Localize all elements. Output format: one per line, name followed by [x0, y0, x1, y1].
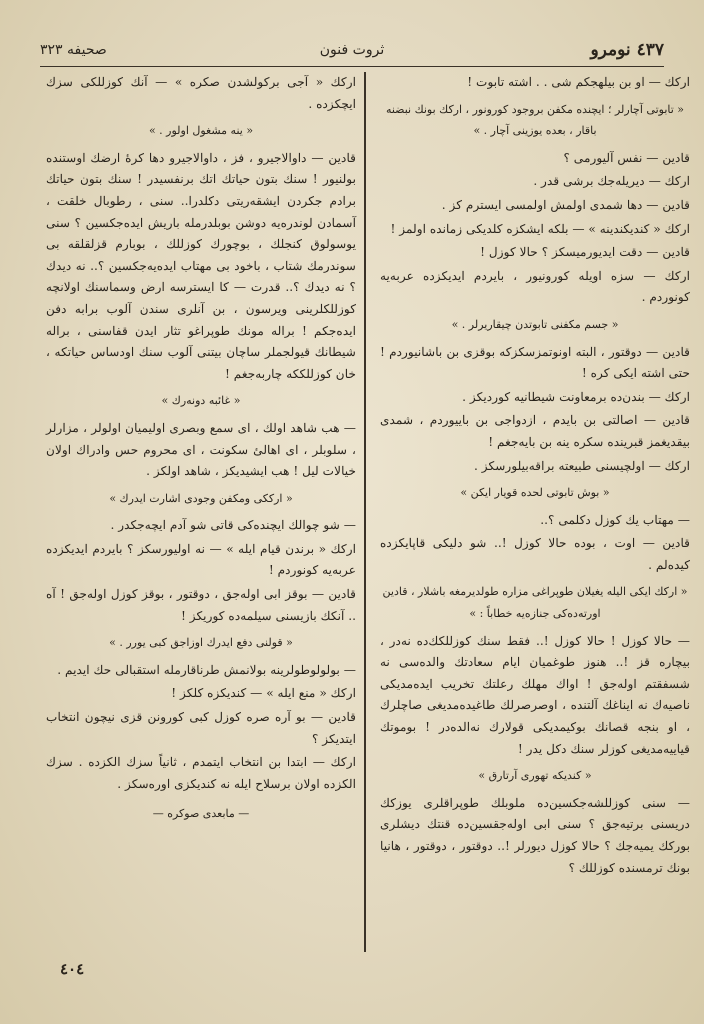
- left-column-paragraph: ارکك « برندن قیام ایله » — نه اولیورسکز ؟ بایردم ایدیکزده عربه‌یه کونوردم !: [46, 541, 356, 578]
- left-column-paragraph: — هب شاهد اولك ، ای سمع وبصری اولیمیان اولولر ، مزارلر ، سلوبلر ، ای اهالئ سکونت ، ای محروم حس وادراك اولان خیالات لیل ! هب ایشیدیکز ، شاهد اولکز .: [46, 420, 356, 479]
- left-column: [46, 72, 356, 829]
- left-column-paragraph: ارکك « منع ایله » — کندیکزه کلکز !: [171, 686, 356, 701]
- right-column-paragraph: قادین — دها شمدی اولمش اولمسی ایسترم کز .: [441, 197, 690, 212]
- right-column: [380, 72, 690, 881]
- journal-name: ثروت فنون: [319, 42, 385, 58]
- signature-number: ٤٠٤: [60, 960, 85, 978]
- right-column-paragraph: — مهتاب یك کوزل دکلمی ؟..: [540, 512, 690, 527]
- right-column-paragraph: قادین — اوت ، بوده حالا کوزل !.. شو دلیکی قاپایکزده کیده‌لم .: [380, 536, 690, 572]
- page-label: صحيفه ٣٢٣: [40, 42, 107, 58]
- right-column-paragraph: قادین — اصالتی بن بایدم ، ازدواجی بن باییوردم ، شمدی بیقدیغمز قبرینده سکره ینه بن بایه‌جغم !: [380, 413, 690, 449]
- page-header: [40, 38, 664, 67]
- left-column-stage-direction: « قولنی دفع ایدرك اوزاجق کبی یورر . »: [109, 636, 293, 650]
- right-column-stage-direction: « جسم مکفنی تابوتدن چیقاریرلر . »: [451, 317, 619, 331]
- left-column-paragraph: ارکك « آجی بركولشدن صکره » — آنك کوزللکی سزك ایچکزده .: [46, 75, 356, 111]
- left-column-separator: — مابعدی صوکره —: [152, 807, 250, 821]
- right-column-paragraph: ارکك — دیریله‌جك برشی قدر .: [533, 174, 690, 189]
- right-column-paragraph: ارکك — بندن‌ده برمعاونت شیطانیه کوردیکز .: [462, 389, 690, 404]
- left-column-paragraph: ارکك — ابتدا بن انتخاب ایتمدم ، ثانیاً سزك الکزده . سزك الکزده اولان برسلاح ایله نه کندیکزی اوره‌سکز .: [46, 755, 356, 791]
- right-column-stage-direction: « کندیکه تهوری آرتارق »: [478, 769, 592, 783]
- right-column-paragraph: قادین — دقت ایدیورمیسکز ؟ حالا کوزل !: [480, 245, 690, 260]
- left-column-stage-direction: « ارککی ومکفن وجودی اشارت ایدرك »: [109, 491, 293, 505]
- right-column-paragraph: ارکك — سزه اویله کورونیور ، بایردم ایدیکزده عربه‌یه کونوردم .: [380, 268, 690, 305]
- right-column-paragraph: — حالا کوزل ! حالا کوزل !.. فقط سنك کوزللکك‌ده نه‌در ، بیچاره قز !.. هنوز طوغمیان ایام سعادتك والده‌سی نه شسفقتم اوله‌جق ! اواك مهلك رعلتك تخریب ایده‌مدیکی ناصیه‌ك نه ایناغك آلتنده ، اوصرصرلك طاغیده‌مدیغی صاچلرك ، او بنجه قصانك بوکیمدیکی قولارك نه‌الده‌در ! بوموتك قیاییه‌مدیغی کوزلر سنك دکل یدر !: [380, 633, 690, 756]
- left-column-paragraph: قادین — بوقز ابی اوله‌جق ، دوقتور ، بوقز کوزل اوله‌جق ! آه .. آنکك بازیسنی سیلمه‌ده کوریکز !: [46, 587, 356, 623]
- right-column-paragraph: ارکك — او بن بیلهجکم شی . . اشته تابوت !: [467, 75, 690, 89]
- column-divider: [364, 72, 366, 952]
- right-column-paragraph: قادین — دوقتور ، البته اونوتمزسکزکه بوقزی بن باشانیوردم ! حتی اشته ایکی کره !: [380, 344, 690, 381]
- right-column-stage-direction: « بوش تابوتی لحده قویار ایکن »: [460, 486, 610, 500]
- right-column-paragraph: ارکك « کندیکندینه » — بلکه ایشکزه کلدیکی زمانده اولمز !: [390, 221, 690, 236]
- right-column-stage-direction: « تابوتی آچارلر ؛ ایچنده مکفن بروجود کورونور ، ارکك بونك نبضنه باقار ، بعده یوزینی آچار . »: [385, 102, 685, 138]
- issue-number: ٤٣٧ نومرو: [590, 40, 664, 60]
- left-column-stage-direction: « ینه مشغول اولور . »: [148, 124, 254, 138]
- right-column-paragraph: — سنی کوزللشه‌جکسین‌ده ملوبلك طوپراقلری یوزکك دریسنی برتیه‌جق ؟ سنی ابی اوله‌جقسین‌ده قنتك دیشلری بورکك یمیه‌جك ؟ حالا کوزل دیورلر !.. دوقتور ، دوقتور ، هانیا بونك ترمسنده کوزللك ؟: [380, 795, 690, 875]
- right-column-paragraph: ارکك — اولچیسنی طبیعته براقه‌بیلورسکز .: [474, 458, 690, 473]
- right-column-stage-direction: « ارکك ایکی الیله یغیلان طوپراغی مزاره طولدیرمغه باشلار ، قادین اورته‌ده‌کی جنازه‌یه خطاباً : »: [382, 585, 688, 621]
- left-column-paragraph: قادین — داوالاجیرو ، فز ، داوالاجیرو دها کرهٔ ارضك اوستنده بولنیور ! سنك بتون حیاتك اتك برنفسیدر ! سنك بتون حیاتك برادم جکردن ایشقه‌ریتی دکلدرا.. سنی ، رطوبال خلقت ، آسمادن لوندره‌یه دوشن بوبلدرمله باریش ایده‌جکسین ؟ سنی یوسولوق کنجلك ، بوچورك کوزللك ، بوبارم قزلقلقه بی سوندرمك شتاب ، باخود بی مهتاب ایده‌یه‌جکسین ؟.. نه دیدك ؟ نه دیدك ؟.. قدرت — کا ایسترسه ارض وسماسنك اولانچه کوزللکلرینی ویرسون ، بن آنلری سندن آلوب برابه دفن ایده‌جکم ! براله مونك طوپراغو تثار ایدن قفاسنی ، براله شیطانك قیولجملر ساچان بیتنی آلوب سنك اودساس حیاتکه ، خان کوزللککه چاربه‌جغم !: [46, 150, 356, 381]
- left-column-paragraph: قادین — بو آره صره کوزل کبی کورونن قزی نیچون انتخاب ایتدیکز ؟: [46, 710, 356, 746]
- left-column-stage-direction: « غائبه دونه‌رك »: [161, 394, 241, 408]
- left-column-paragraph: — بولولوطولرینه بولانمش طرناقارمله استقبالی حك ایدیم .: [57, 662, 356, 677]
- left-column-paragraph: — شو چوالك ایچنده‌کی قاتی شو آدم ایچه‌جکدر .: [110, 518, 356, 533]
- right-column-paragraph: قادین — نفس آلیورمی ؟: [563, 150, 690, 165]
